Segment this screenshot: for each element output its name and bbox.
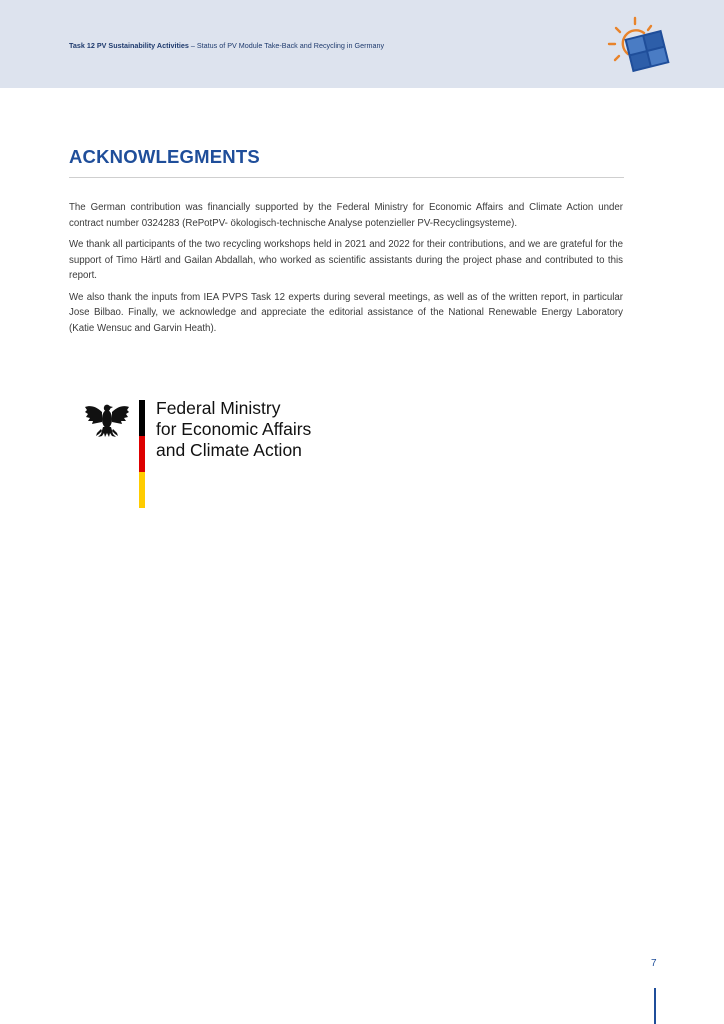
ministry-name-line3: and Climate Action [156,440,302,460]
flag-stripe-gold [139,472,145,508]
paragraph-experts: We also thank the inputs from IEA PVPS Task 12 experts during several meetings, as well as of the written report, in particular Jose Bilbao. Finally, we acknowledge and appreciate the editorial assistance of the National Renewable Energy Laboratory (Katie Wensuc and Garvin Heath). [69,291,623,334]
ministry-name-line2: for Economic Affairs [156,419,312,439]
federal-ministry-logo [84,396,324,512]
title-divider [69,177,624,178]
paragraph-workshops: We thank all participants of the two recycling workshops held in 2021 and 2022 for their contributions, and we are grateful for the support of Timo Härtl and Gailan Abdallah, who worked as scientific assistants during the project phase and contributed to this report. [69,239,623,281]
running-header [69,41,384,50]
flag-stripe-red [139,436,145,472]
ministry-name [156,398,311,461]
page-header [0,0,724,88]
acknowledgments-body [69,200,623,342]
footer-line [654,988,656,1024]
paragraph-funding: The German contribution was financially supported by the Federal Ministry for Economic Affairs and Climate Action under contract number 0324283 (RePotPV- ökologisch-technische Analyse potenzieller PV-Recyclingsysteme). [69,202,623,229]
ministry-name-line1: Federal Ministry [156,398,281,418]
section-title: ACKNOWLEGMENTS [69,146,260,167]
page-number: 7 [651,958,657,969]
header-title-rest: – Status of PV Module Take-Back and Recycling in Germany [188,41,385,50]
flag-bar [139,400,145,508]
sun-and-solar-panel-icon [606,16,672,74]
federal-eagle-icon [84,400,130,440]
header-title-bold: Task 12 PV Sustainability Activities [69,41,189,50]
flag-stripe-black [139,400,145,436]
